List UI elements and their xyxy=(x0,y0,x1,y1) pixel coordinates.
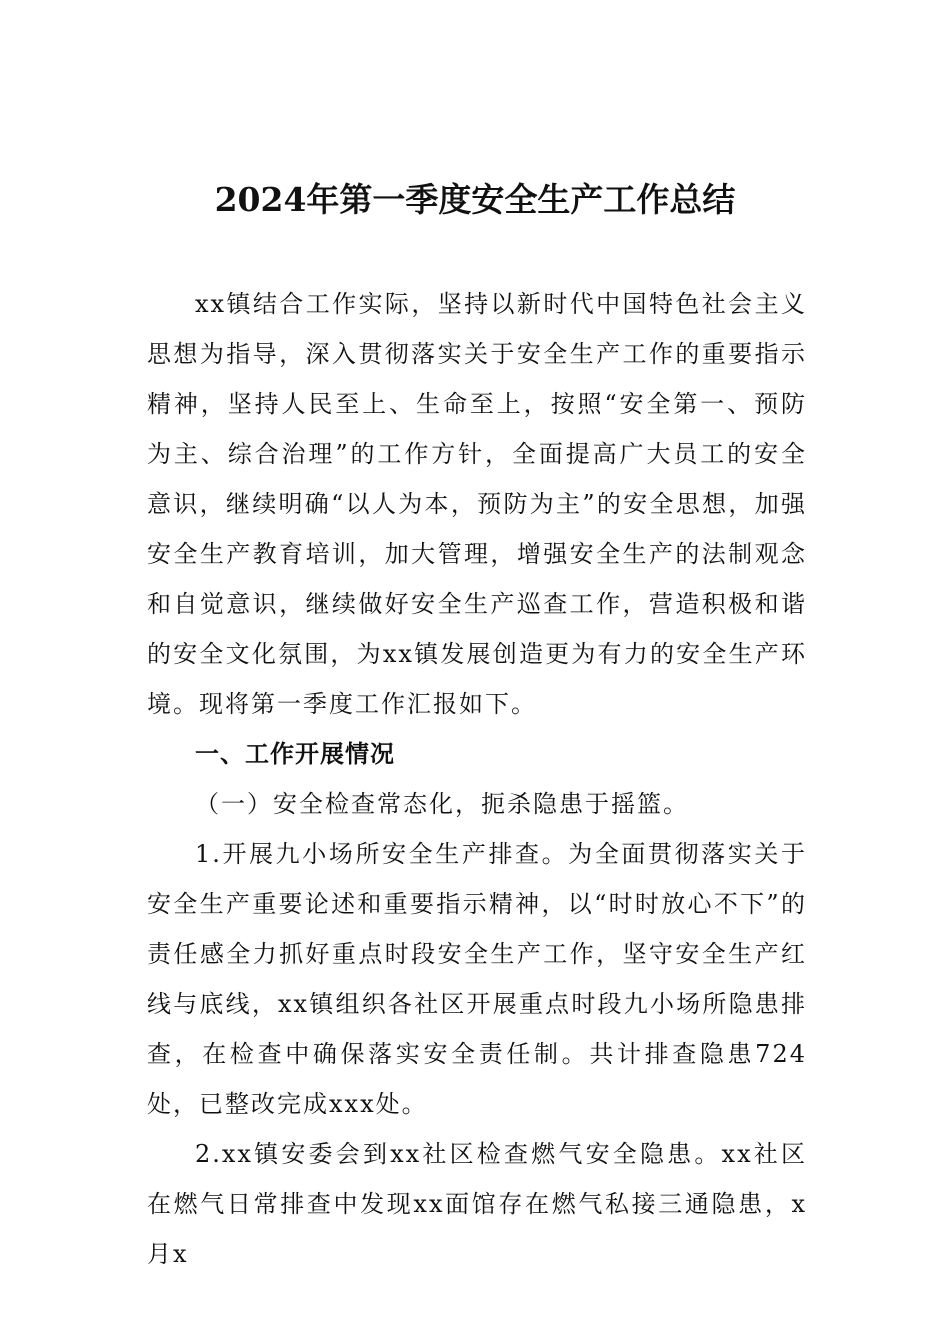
document-body xyxy=(147,279,807,1279)
item-paragraph-2: 2.xx镇安委会到xx社区检查燃气安全隐患。xx社区在燃气日常排查中发现xx面馆存在燃气私接三通隐患，x月x xyxy=(147,1140,807,1268)
subsection-heading: （一）安全检查常态化，扼杀隐患于摇篮。 xyxy=(195,790,689,818)
section-heading: 一、工作开展情况 xyxy=(195,740,395,768)
item-paragraph-1: 1.开展九小场所安全生产排查。为全面贯彻落实关于安全生产重要论述和重要指示精神，以“时时放心不下”的责任感全力抓好重点时段安全生产工作，坚守安全生产红线与底线，xx镇组织各社区开展重点时段九小场所隐患排查，在检查中确保落实安全责任制。共计排查隐患724处，已整改完成xxx处。 xyxy=(147,840,807,1118)
document-title: 2024年第一季度安全生产工作总结 xyxy=(214,180,736,219)
intro-paragraph: xx镇结合工作实际，坚持以新时代中国特色社会主义思想为指导，深入贯彻落实关于安全生产工作的重要指示精神，坚持人民至上、生命至上，按照“安全第一、预防为主、综合治理”的工作方针，全面提高广大员工的安全意识，继续明确“以人为本，预防为主”的安全思想，加强安全生产教育培训，加大管理，增强安全生产的法制观念和自觉意识，继续做好安全生产巡查工作，营造积极和谐的安全文化氛围，为xx镇发展创造更为有力的安全生产环境。现将第一季度工作汇报如下。 xyxy=(147,290,807,718)
